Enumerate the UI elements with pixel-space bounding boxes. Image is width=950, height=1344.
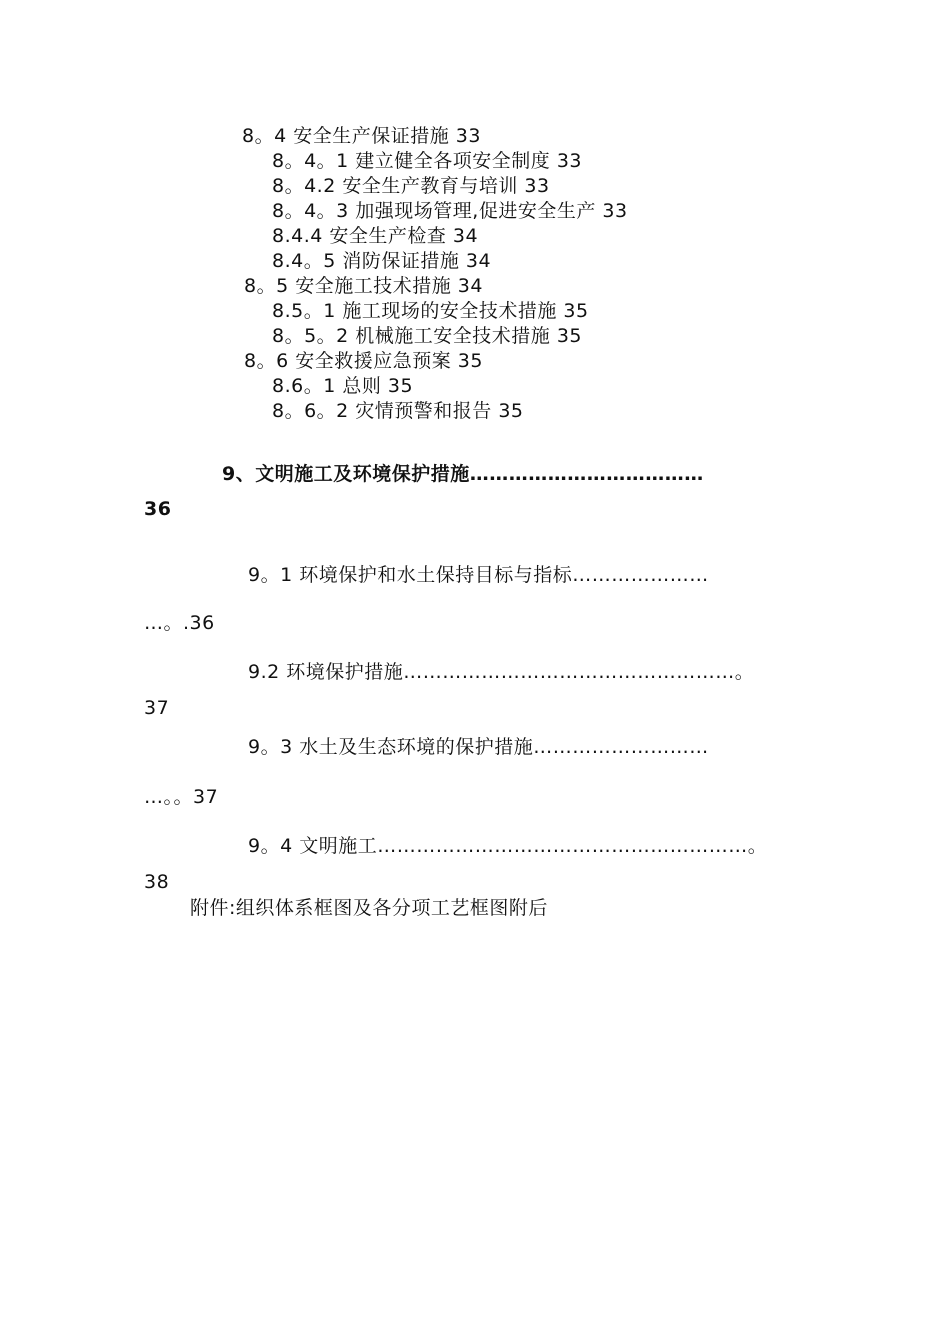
toc-item-9-3[interactable]: 9。3 水土及生态环境的保护措施……………………… bbox=[248, 736, 709, 758]
toc-item-8-4-2[interactable]: 8。4.2 安全生产教育与培训 33 bbox=[272, 175, 550, 197]
toc-item-9-4[interactable]: 9。4 文明施工…………………………………………………。 bbox=[248, 835, 768, 857]
toc-item-8-4[interactable]: 8。4 安全生产保证措施 33 bbox=[242, 125, 481, 147]
toc-item-9-2-page: 37 bbox=[144, 697, 170, 719]
toc-section-9-heading[interactable]: 9、文明施工及环境保护措施……………………………… bbox=[222, 463, 704, 485]
toc-section-9-page: 36 bbox=[144, 498, 172, 520]
toc-item-9-1[interactable]: 9。1 环境保护和水土保持目标与指标………………… bbox=[248, 564, 709, 586]
toc-item-8-4-4[interactable]: 8.4.4 安全生产检查 34 bbox=[272, 225, 479, 247]
toc-item-8-5-2[interactable]: 8。5。2 机械施工安全技术措施 35 bbox=[272, 325, 583, 347]
toc-item-8-6-1[interactable]: 8.6。1 总则 35 bbox=[272, 375, 414, 397]
toc-item-9-2[interactable]: 9.2 环境保护措施……………………………………………。 bbox=[248, 661, 755, 683]
toc-item-8-6[interactable]: 8。6 安全救援应急预案 35 bbox=[244, 350, 483, 372]
toc-item-8-4-3[interactable]: 8。4。3 加强现场管理,促进安全生产 33 bbox=[272, 200, 628, 222]
toc-item-8-5[interactable]: 8。5 安全施工技术措施 34 bbox=[244, 275, 483, 297]
toc-item-9-1-page: …。.36 bbox=[144, 612, 215, 634]
toc-item-9-4-page: 38 bbox=[144, 871, 170, 893]
toc-item-8-6-2[interactable]: 8。6。2 灾情预警和报告 35 bbox=[272, 400, 524, 422]
toc-item-9-3-page: …。。37 bbox=[144, 786, 219, 808]
toc-item-8-5-1[interactable]: 8.5。1 施工现场的安全技术措施 35 bbox=[272, 300, 589, 322]
toc-attachment-note: 附件:组织体系框图及各分项工艺框图附后 bbox=[190, 897, 548, 919]
toc-item-8-4-5[interactable]: 8.4。5 消防保证措施 34 bbox=[272, 250, 492, 272]
toc-item-8-4-1[interactable]: 8。4。1 建立健全各项安全制度 33 bbox=[272, 150, 583, 172]
